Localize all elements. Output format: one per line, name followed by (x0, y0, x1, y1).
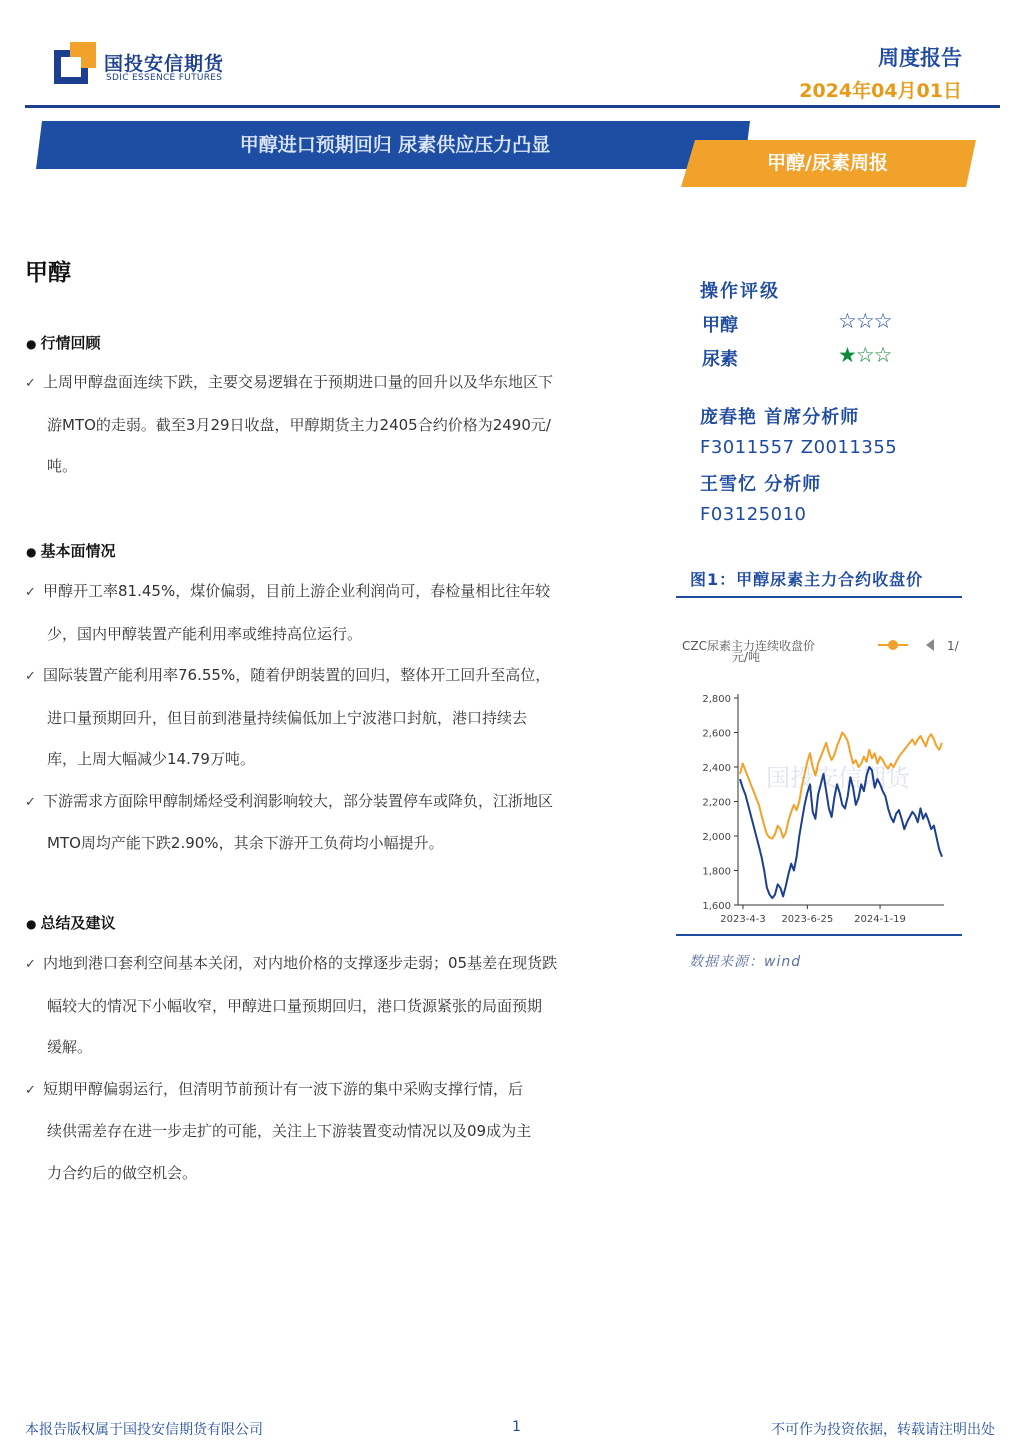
section-title: 甲醇 (25, 260, 71, 286)
report-date: 2024年04月01日 (799, 80, 962, 102)
report-type: 周度报告 (878, 46, 962, 70)
list-item-line: 幅较大的情况下小幅收窄，甲醇进口量预期回归，港口货源紧张的局面预期 (47, 996, 543, 1015)
bullet-dot-icon: ● (26, 545, 37, 559)
rating-title: 操作评级 (700, 281, 780, 302)
footer-copyright: 本报告版权属于国投安信期货有限公司 (25, 1422, 263, 1438)
company-name-en: SDIC ESSENCE FUTURES (106, 73, 223, 83)
x-tick-label: 2023-4-3 (720, 914, 766, 925)
checkmark-icon: ✓ (25, 794, 36, 810)
chart-legend-label: CZC尿素主力连续收盘价 (682, 639, 815, 653)
list-item-line: 游MTO的走弱。截至3月29日收盘，甲醇期货主力2405合约价格为2490元/ (47, 415, 551, 434)
y-tick-label: 1,800 (702, 866, 731, 878)
company-name-cn: 国投安信期货 (104, 53, 225, 75)
bullet-dot-icon: ● (26, 337, 37, 351)
rating-label-urea: 尿素 (702, 349, 738, 370)
legend-marker (888, 640, 898, 650)
analyst-1: 庞春艳 首席分析师 (700, 407, 860, 428)
list-item: ✓ 国际装置产能利用率76.55%，随着伊朗装置的回归，整体开工回升至高位， (25, 655, 620, 698)
paragraph-fundamentals (25, 571, 620, 865)
list-item-line: MTO周均产能下跌2.90%，其余下游开工负荷均小幅提升。 (47, 834, 444, 852)
header-divider (25, 105, 1000, 108)
checkmark-icon: ✓ (25, 1082, 36, 1098)
y-tick-label: 2,600 (702, 728, 731, 740)
subheading-fundamentals: ● 基本面情况 (26, 542, 116, 560)
chart-axes (702, 694, 944, 925)
list-item: ✓ 短期甲醇偏弱运行，但清明节前预计有一波下游的集中采购支撑行情，后 (25, 1069, 620, 1112)
rating-stars-methanol-icon: ☆☆☆ (838, 309, 892, 333)
analyst-2: 王雪忆 分析师 (700, 474, 822, 495)
subheading-summary: ● 总结及建议 (26, 914, 116, 932)
list-item: ✓ 上周甲醇盘面连续下跌，主要交易逻辑在于预期进口量的回升以及华东地区下 (25, 362, 620, 405)
rating-stars-urea-icon: ★☆☆ (838, 343, 892, 367)
figure-title: 图1：甲醇尿素主力合约收盘价 (690, 570, 924, 589)
list-item-line: 库，上周大幅减少14.79万吨。 (47, 750, 255, 768)
analyst-1-license: F3011557 Z0011355 (700, 437, 898, 458)
list-item: ✓ 甲醇开工率81.45%，煤价偏弱，目前上游企业利润尚可，春检量相比往年较 (25, 571, 620, 614)
legend-prev-arrow-icon[interactable] (926, 639, 934, 651)
checkmark-icon: ✓ (25, 669, 36, 684)
rating-label-methanol: 甲醇 (702, 315, 738, 336)
y-tick-label: 1,600 (702, 901, 731, 912)
subheading-market-review: ● 行情回顾 (26, 334, 101, 352)
checkmark-icon: ✓ (25, 585, 36, 600)
footer-disclaimer: 不可作为投资依据，转载请注明出处 (771, 1422, 995, 1438)
y-tick-label: 2,000 (702, 832, 731, 843)
bullet-dot-icon: ● (26, 917, 37, 931)
company-logo-icon (54, 42, 96, 84)
checkmark-icon: ✓ (25, 957, 36, 972)
paragraph-summary (25, 943, 620, 1194)
list-item: ✓ 内地到港口套利空间基本关闭，对内地价格的支撑逐步走弱；05基差在现货跌 (25, 943, 620, 986)
data-source: 数据来源：wind (689, 954, 802, 970)
y-tick-label: 2,800 (702, 694, 731, 705)
legend-page-indicator: 1/ (947, 639, 959, 653)
price-line-chart (676, 600, 962, 932)
x-tick-label: 2023-6-25 (781, 914, 834, 925)
list-item-line: 进口量预期回升，但目前到港量持续偏低加上宁波港口封航，港口持续去 (47, 708, 528, 727)
list-item-line: 少，国内甲醇装置产能利用率或维持高位运行。 (47, 624, 363, 643)
paragraph-market-review (25, 362, 620, 488)
footer-page-number: 1 (512, 1419, 521, 1435)
chart-watermark: 国投安信期货 (766, 764, 910, 792)
y-tick-label: 2,200 (702, 797, 731, 809)
y-tick-label: 2,400 (702, 763, 731, 774)
list-item-line: 吨。 (47, 457, 78, 475)
chart-series (740, 733, 942, 899)
x-tick-label: 2024-1-19 (854, 914, 906, 925)
list-item-line: 缓解。 (47, 1038, 93, 1056)
checkmark-icon: ✓ (25, 376, 36, 391)
figure-bottom-rule (676, 934, 962, 936)
figure-top-rule (676, 596, 962, 598)
analyst-2-license: F03125010 (700, 504, 807, 525)
banner-title: 甲醇进口预期回归 尿素供应压力凸显 (239, 134, 551, 156)
y-axis-label: 元/吨 (732, 650, 761, 664)
list-item: ✓ 下游需求方面除甲醇制烯烃受利润影响较大，部分装置停车或降负，江浙地区 (25, 781, 620, 824)
list-item-line: 力合约后的做空机会。 (47, 1163, 198, 1182)
banner-tag: 甲醇/尿素周报 (767, 152, 888, 174)
list-item-line: 续供需差存在进一步走扩的可能，关注上下游装置变动情况以及09成为主 (47, 1122, 532, 1140)
